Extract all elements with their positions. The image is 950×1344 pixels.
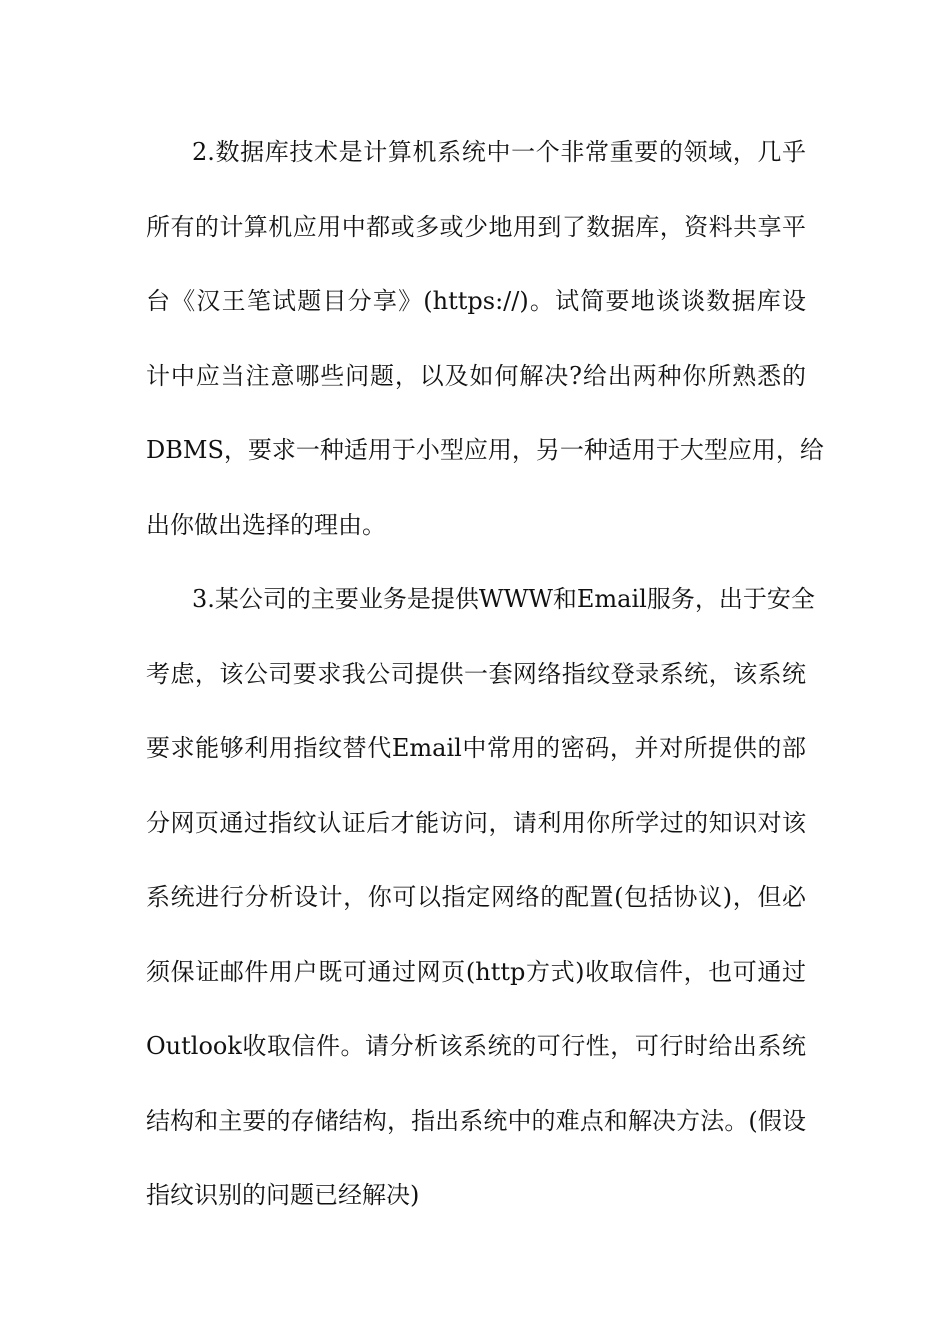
document-body xyxy=(146,115,824,1233)
text-line: 台《汉王笔试题目分享》(https://)。试简要地谈谈数据库设 xyxy=(146,287,806,315)
text-line: 分网页通过指纹认证后才能访问，请利用你所学过的知识对该 xyxy=(146,808,806,837)
text-line: 出你做出选择的理由。 xyxy=(146,510,386,539)
text-line: 考虑，该公司要求我公司提供一套网络指纹登录系统，该系统 xyxy=(146,659,806,688)
text-line: Outlook收取信件。请分析该系统的可行性，可行时给出系统 xyxy=(146,1032,806,1060)
text-line: 计中应当注意哪些问题，以及如何解决?给出两种你所熟悉的 xyxy=(146,361,806,390)
text-line: 指纹识别的问题已经解决) xyxy=(146,1181,420,1209)
text-line: DBMS，要求一种适用于小型应用，另一种适用于大型应用，给 xyxy=(146,436,824,464)
text-line: 结构和主要的存储结构，指出系统中的难点和解决方法。(假设 xyxy=(146,1106,806,1135)
text-line: 须保证邮件用户既可通过网页(http方式)收取信件，也可通过 xyxy=(146,957,806,986)
text-line: 所有的计算机应用中都或多或少地用到了数据库，资料共享平 xyxy=(146,212,806,241)
paragraph-question-2 xyxy=(146,115,824,562)
paragraph-question-3 xyxy=(146,562,815,1233)
text-line: 3.某公司的主要业务是提供WWW和Email服务，出于安全 xyxy=(192,585,815,613)
text-line: 系统进行分析设计，你可以指定网络的配置(包括协议)，但必 xyxy=(146,883,806,911)
text-line: 要求能够利用指纹替代Email中常用的密码，并对所提供的部 xyxy=(146,734,806,762)
text-line: 2.数据库技术是计算机系统中一个非常重要的领域，几乎 xyxy=(192,138,806,166)
